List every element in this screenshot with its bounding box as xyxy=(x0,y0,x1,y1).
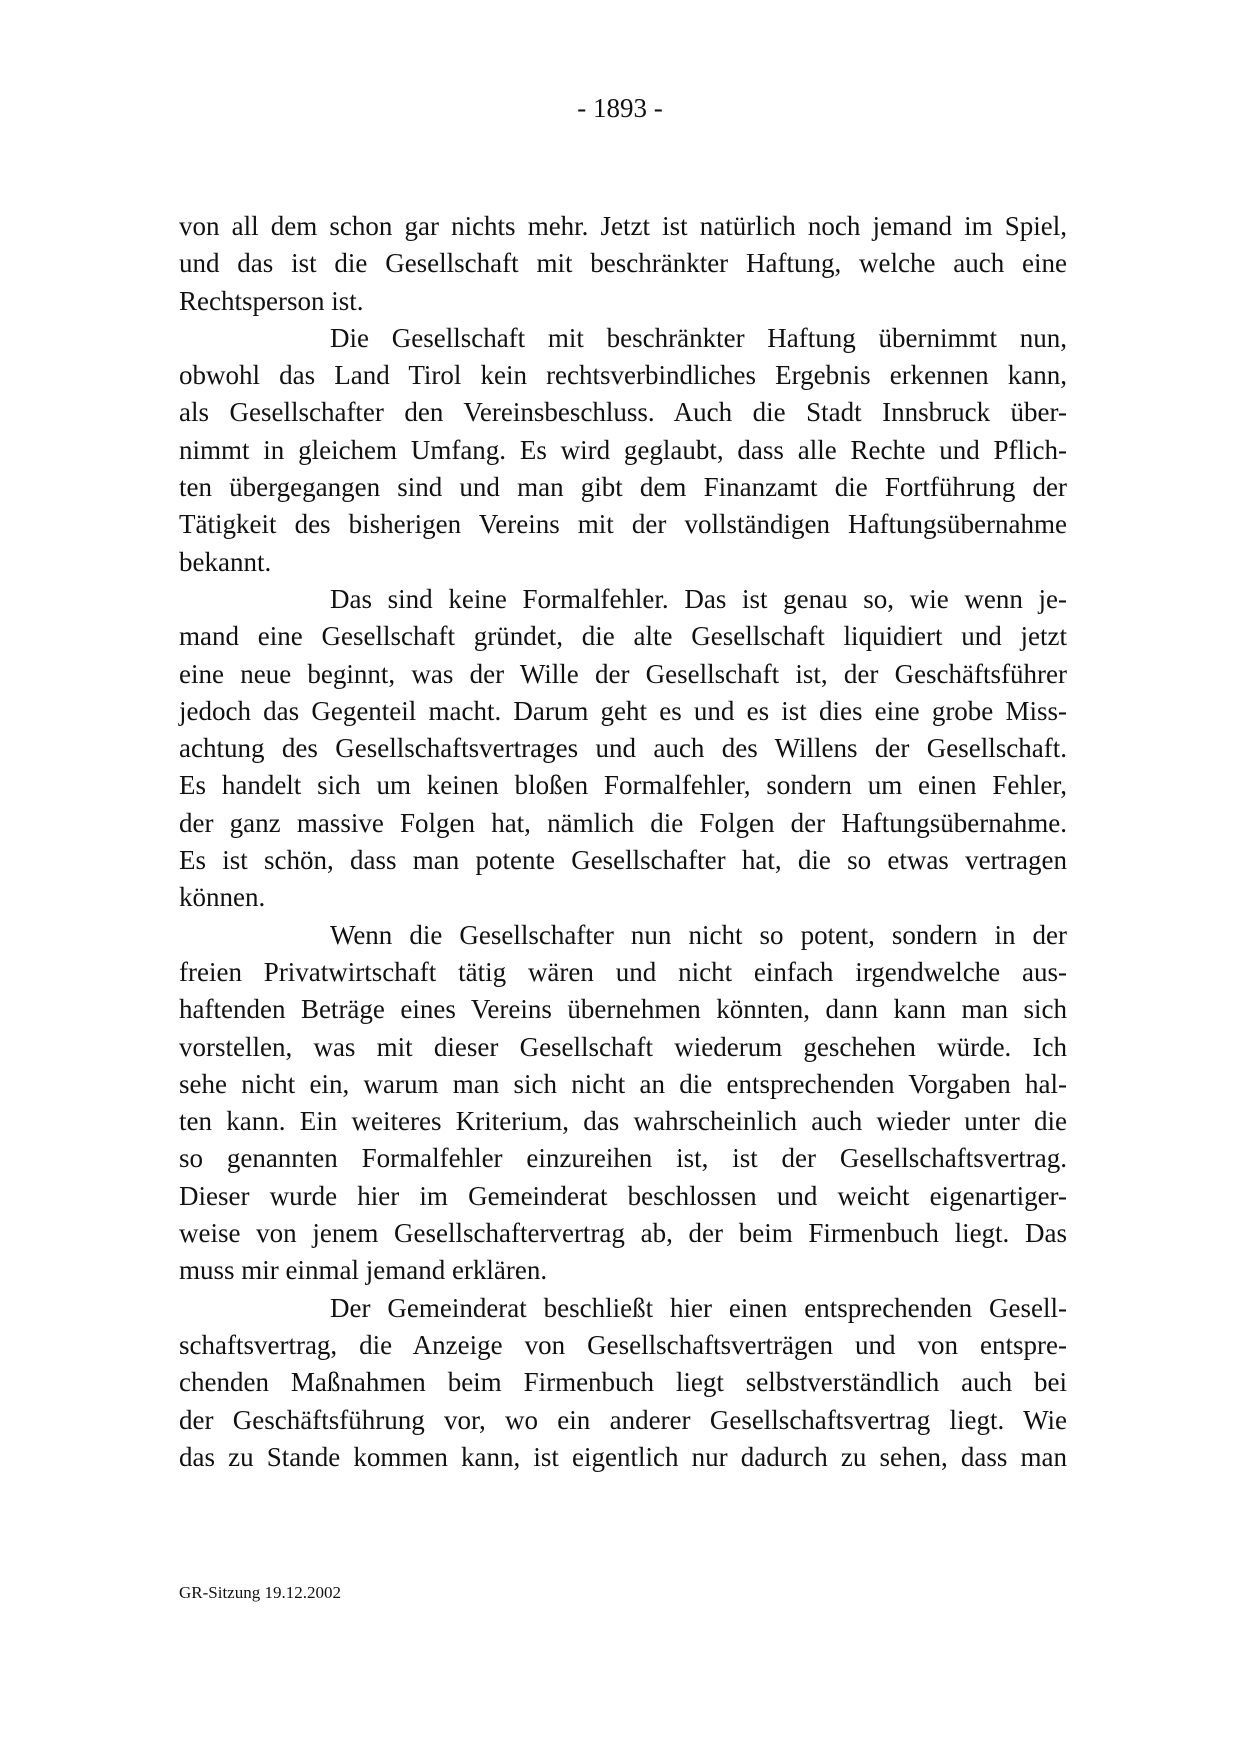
text-line: und das ist die Gesellschaft mit beschränkter Haftung, welche auch eine xyxy=(179,248,1067,279)
paragraph xyxy=(179,581,1067,917)
text-line: sehe nicht ein, warum man sich nicht an die entsprechenden Vorgaben hal- xyxy=(179,1068,1067,1099)
text-line: chenden Maßnahmen beim Firmenbuch liegt selbstverständlich auch bei xyxy=(179,1367,1067,1398)
text-line: von all dem schon gar nichts mehr. Jetzt ist natürlich noch jemand im Spiel, xyxy=(179,211,1067,241)
text-line: nimmt in gleichem Umfang. Es wird geglaubt, dass alle Rechte und Pflich- xyxy=(179,434,1067,465)
text-line: Dieser wurde hier im Gemeinderat beschlossen und weicht eigenartiger- xyxy=(179,1180,1067,1211)
text-line: vorstellen, was mit dieser Gesellschaft wiederum geschehen würde. Ich xyxy=(179,1031,1067,1062)
text-line: Tätigkeit des bisherigen Vereins mit der vollständigen Haftungsübernahme xyxy=(179,509,1067,540)
page-number: - 1893 - xyxy=(577,93,663,123)
text-line: Wenn die Gesellschafter nun nicht so potent, sondern in der xyxy=(330,919,1067,950)
text-line: der Geschäftsführung vor, wo ein anderer Gesellschaftsvertrag liegt. Wie xyxy=(179,1404,1067,1435)
text-line: obwohl das Land Tirol kein rechtsverbindliches Ergebnis erkennen kann, xyxy=(179,360,1067,391)
text-line: weise von jenem Gesellschaftervertrag ab, der beim Firmenbuch liegt. Das xyxy=(179,1218,1067,1249)
text-line: so genannten Formalfehler einzureihen ist, ist der Gesellschaftsvertrag. xyxy=(179,1143,1067,1174)
text-line: Der Gemeinderat beschließt hier einen entsprechenden Gesell- xyxy=(330,1292,1067,1323)
text-line: Die Gesellschaft mit beschränkter Haftung übernimmt nun, xyxy=(330,322,1067,353)
text-line: jedoch das Gegenteil macht. Darum geht es und es ist dies eine grobe Miss- xyxy=(179,695,1067,726)
paragraph xyxy=(179,208,1067,320)
text-line: Es handelt sich um keinen bloßen Formalfehler, sondern um einen Fehler, xyxy=(179,770,1067,801)
text-line: mand eine Gesellschaft gründet, die alte Gesellschaft liquidiert und jetzt xyxy=(179,621,1067,652)
text-line: schaftsvertrag, die Anzeige von Gesellschaftsverträgen und von entspre- xyxy=(179,1329,1067,1360)
text-line: muss mir einmal jemand erklären. xyxy=(179,1255,548,1286)
text-line: ten kann. Ein weiteres Kriterium, das wahrscheinlich auch wieder unter die xyxy=(179,1106,1067,1137)
text-line: als Gesellschafter den Vereinsbeschluss. Auch die Stadt Innsbruck über- xyxy=(179,397,1067,428)
text-line: haftenden Beträge eines Vereins übernehmen könnten, dann kann man sich xyxy=(179,994,1067,1025)
text-line: der ganz massive Folgen hat, nämlich die Folgen der Haftungsübernahme. xyxy=(179,807,1067,838)
text-line: das zu Stande kommen kann, ist eigentlich nur dadurch zu sehen, dass man xyxy=(179,1441,1067,1472)
text-line: bekannt. xyxy=(179,546,272,577)
paragraph xyxy=(179,917,1067,1290)
text-line: ten übergegangen sind und man gibt dem Finanzamt die Fortführung der xyxy=(179,472,1067,503)
text-line: freien Privatwirtschaft tätig wären und nicht einfach irgendwelche aus- xyxy=(179,956,1067,987)
paragraph xyxy=(179,320,1067,581)
text-line: Es ist schön, dass man potente Gesellschafter hat, die so etwas vertragen xyxy=(179,845,1067,876)
body-text xyxy=(179,208,1067,1476)
text-line: können. xyxy=(179,882,266,913)
footer-session-date: GR-Sitzung 19.12.2002 xyxy=(179,1583,341,1602)
text-line: achtung des Gesellschaftsvertrages und auch des Willens der Gesellschaft. xyxy=(179,733,1067,764)
text-line: Rechtsperson ist. xyxy=(179,285,364,316)
paragraph xyxy=(179,1290,1067,1476)
text-line: Das sind keine Formalfehler. Das ist genau so, wie wenn je- xyxy=(330,583,1067,614)
text-line: eine neue beginnt, was der Wille der Gesellschaft ist, der Geschäftsführer xyxy=(179,658,1067,689)
